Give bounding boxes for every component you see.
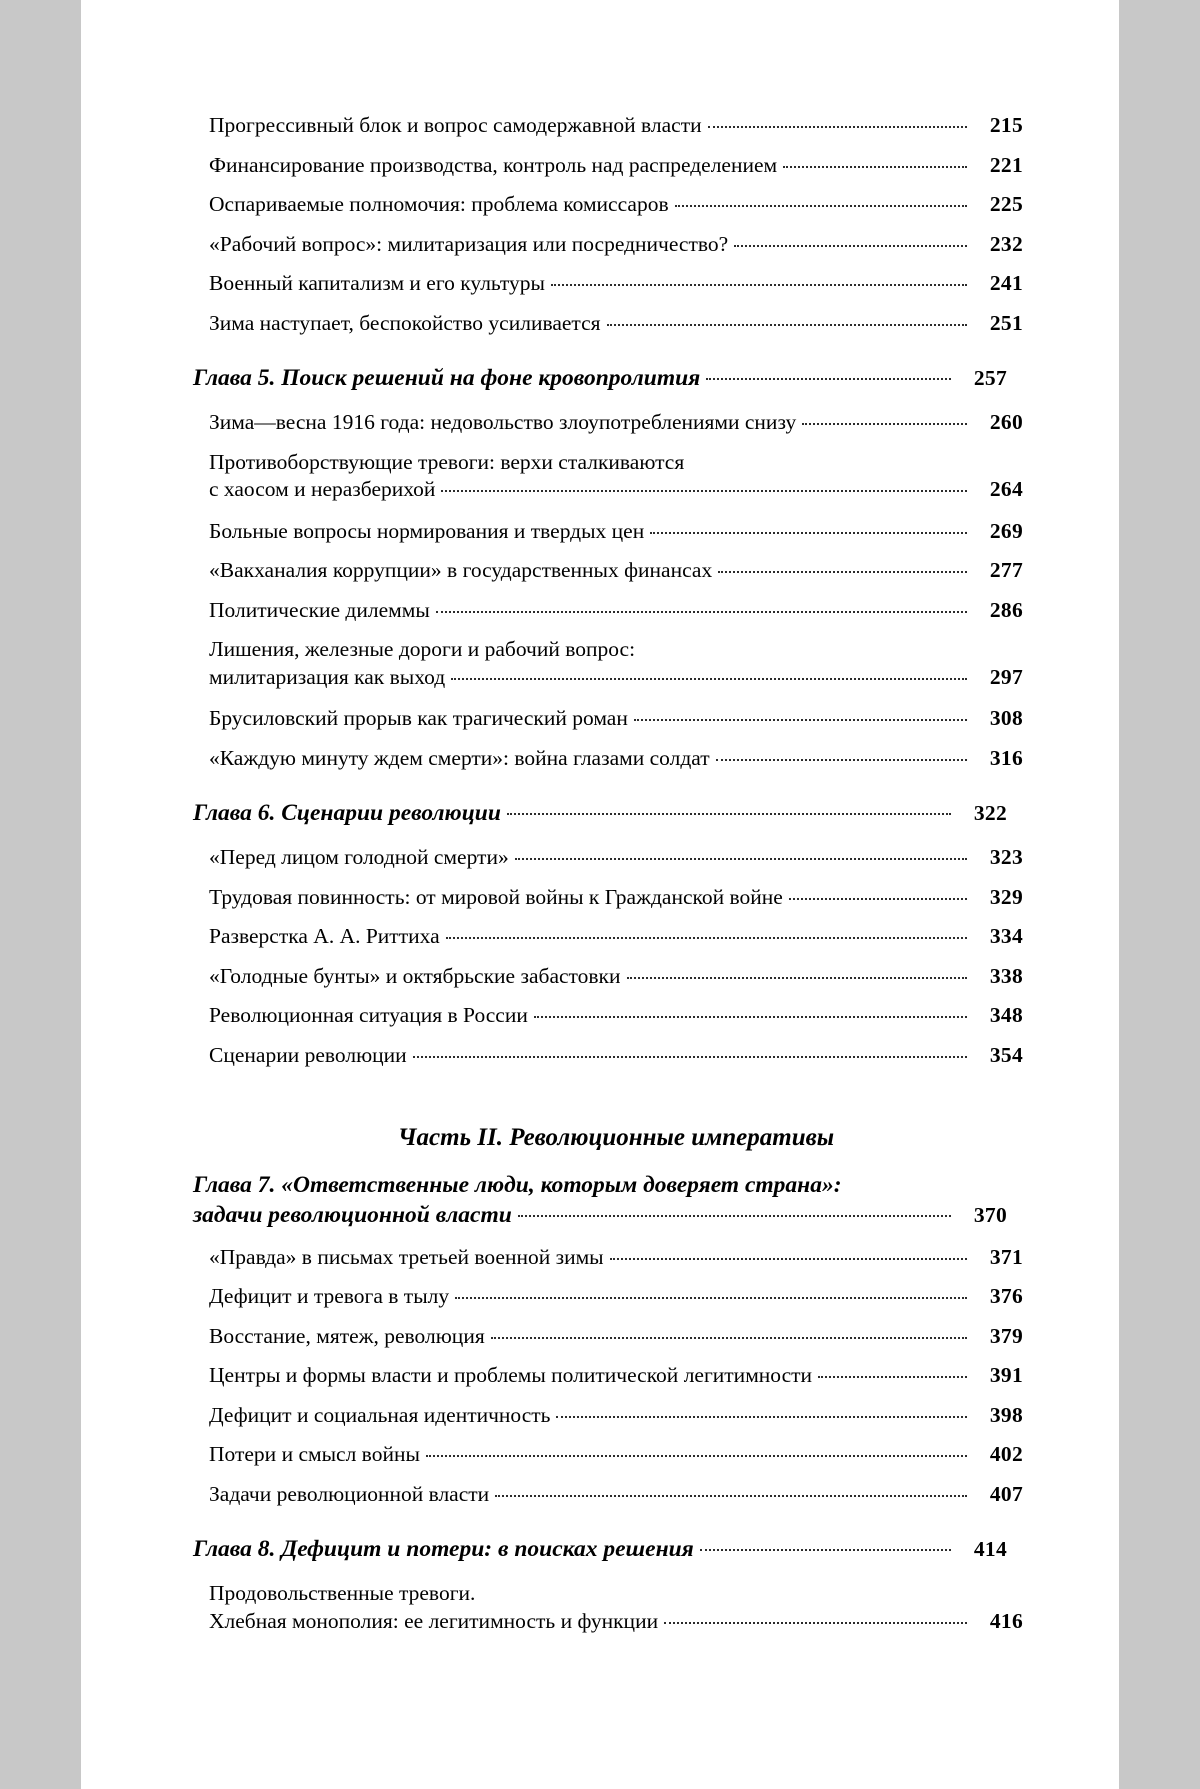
toc-entry-title: Центры и формы власти и проблемы политической легитимности <box>209 1363 813 1388</box>
toc-chapter-5[interactable] <box>193 363 1007 393</box>
toc-entry[interactable] <box>209 745 1023 773</box>
toc-entry-title-line2: милитаризация как выход <box>209 664 446 689</box>
leader-dots <box>451 678 967 680</box>
toc-entry-title: Революционная ситуация в России <box>209 1003 528 1028</box>
toc-entry-title: Финансирование производства, контроль над распределением <box>209 152 778 177</box>
toc-entry-page: 398 <box>989 1402 1023 1427</box>
toc-entry-title: Военный капитализм и его культуры <box>209 271 545 296</box>
toc-entry-title: Потери и смысл войны <box>209 1442 420 1467</box>
toc-chapter-6[interactable] <box>193 798 1007 828</box>
toc-entry[interactable] <box>209 1244 1023 1272</box>
toc-entry-page: 264 <box>989 477 1023 502</box>
toc-entry-title: «Голодные бунты» и октябрьские забастовки <box>209 963 621 988</box>
toc-entry[interactable] <box>209 112 1023 140</box>
toc-entry-title: Трудовая повинность: от мировой войны к Гражданской войне <box>209 884 783 909</box>
toc-entry-page: 402 <box>989 1442 1023 1467</box>
leader-dots <box>700 1549 951 1551</box>
toc-chapter-page: 414 <box>973 1537 1007 1562</box>
leader-dots <box>610 1258 967 1260</box>
toc-entry-page: 376 <box>989 1284 1023 1309</box>
leader-dots <box>491 1337 967 1339</box>
toc-entry-title: Оспариваемые полномочия: проблема комиссаров <box>209 192 669 217</box>
leader-dots <box>675 205 967 207</box>
toc-entry[interactable] <box>209 310 1023 338</box>
leader-dots <box>716 759 967 761</box>
toc-entry-title: Брусиловский прорыв как трагический роман <box>209 706 628 731</box>
toc-entry-title: Зима—весна 1916 года: недовольство злоупотреблениями снизу <box>209 410 797 435</box>
leader-dots <box>783 166 967 168</box>
toc-entry[interactable] <box>209 705 1023 733</box>
toc-entry-page: 334 <box>989 924 1023 949</box>
toc-entry-page: 286 <box>989 597 1023 622</box>
toc-entry[interactable] <box>209 1042 1023 1070</box>
leader-dots <box>518 1215 951 1217</box>
toc-entry[interactable] <box>209 449 1023 504</box>
toc-entry-page: 329 <box>989 884 1023 909</box>
leader-dots <box>551 284 967 286</box>
leader-dots <box>556 1416 967 1418</box>
toc-chapter-page: 370 <box>973 1202 1007 1227</box>
toc-entry-title-line1: Продовольственные тревоги. <box>209 1581 476 1606</box>
toc-entry[interactable] <box>209 884 1023 912</box>
toc-entry-page: 323 <box>989 845 1023 870</box>
leader-dots <box>455 1297 967 1299</box>
toc-entry[interactable] <box>209 1402 1023 1430</box>
toc-entry-page: 297 <box>989 664 1023 689</box>
toc-entry-title: Прогрессивный блок и вопрос самодержавной власти <box>209 113 702 137</box>
toc-entry[interactable] <box>209 636 1023 691</box>
toc-chapter-title-line2: задачи революционной власти <box>193 1201 512 1228</box>
leader-dots <box>534 1016 967 1018</box>
toc-entry-page: 232 <box>989 231 1023 256</box>
toc-entry[interactable] <box>209 1002 1023 1030</box>
toc-entry[interactable] <box>209 152 1023 180</box>
toc-entry-page: 215 <box>989 113 1023 137</box>
toc-entry-page: 225 <box>989 192 1023 217</box>
toc-page <box>81 0 1119 1789</box>
toc-entry-page: 241 <box>989 271 1023 296</box>
leader-dots <box>446 937 967 939</box>
toc-entry[interactable] <box>209 191 1023 219</box>
toc-entry-title: Восстание, мятеж, революция <box>209 1323 485 1348</box>
leader-dots <box>664 1622 967 1624</box>
toc-entry[interactable] <box>209 1481 1023 1509</box>
toc-entry-page: 379 <box>989 1323 1023 1348</box>
toc-entry-title: Дефицит и тревога в тылу <box>209 1284 450 1309</box>
toc-entry[interactable] <box>209 1283 1023 1311</box>
leader-dots <box>627 977 968 979</box>
leader-dots <box>436 611 967 613</box>
leader-dots <box>708 126 967 128</box>
toc-entry-title: «Перед лицом голодной смерти» <box>209 845 509 870</box>
toc-entry-title: Разверстка А. А. Риттиха <box>209 924 440 949</box>
leader-dots <box>650 532 967 534</box>
leader-dots <box>413 1056 967 1058</box>
toc-entry[interactable] <box>209 597 1023 625</box>
toc-entry[interactable] <box>209 1362 1023 1390</box>
toc-entry-title-line1: Противоборствующие тревоги: верхи сталкиваются <box>209 449 685 474</box>
toc-chapter-page: 322 <box>973 801 1007 826</box>
leader-dots <box>426 1455 967 1457</box>
toc-entry-title: Политические дилеммы <box>209 597 430 622</box>
toc-entry[interactable] <box>209 963 1023 991</box>
toc-entry-title: «Рабочий вопрос»: милитаризация или посредничество? <box>209 231 729 256</box>
toc-chapter-page: 257 <box>973 366 1007 391</box>
toc-entry-page: 391 <box>989 1363 1023 1388</box>
table-of-contents <box>193 112 1023 1635</box>
leader-dots <box>495 1495 967 1497</box>
toc-chapter-7[interactable] <box>193 1170 1007 1230</box>
toc-entry-page: 407 <box>989 1481 1023 1506</box>
toc-entry-page: 348 <box>989 1003 1023 1028</box>
leader-dots <box>734 245 967 247</box>
toc-entry-title-line2: с хаосом и неразберихой <box>209 477 436 502</box>
leader-dots <box>441 490 967 492</box>
toc-entry-title: Сценарии революции <box>209 1042 407 1067</box>
toc-entry-page: 251 <box>989 310 1023 335</box>
toc-entry-title: «Правда» в письмах третьей военной зимы <box>209 1244 604 1269</box>
toc-entry-page: 260 <box>989 410 1023 435</box>
toc-entry-title: «Вакханалия коррупции» в государственных финансах <box>209 558 713 583</box>
toc-entry-title-line2: Хлебная монополия: ее легитимность и функции <box>209 1608 659 1633</box>
toc-entry[interactable] <box>209 1580 1023 1635</box>
toc-entry[interactable] <box>209 923 1023 951</box>
toc-entry[interactable] <box>209 231 1023 259</box>
leader-dots <box>718 571 967 573</box>
toc-chapter-title-line1: Глава 7. «Ответственные люди, которым доверяет страна»: <box>193 1171 842 1198</box>
toc-entry-title: Больные вопросы нормирования и твердых цен <box>209 518 645 543</box>
toc-chapter-8[interactable] <box>193 1534 1007 1564</box>
toc-chapter-title: Глава 8. Дефицит и потери: в поисках решения <box>193 1536 694 1563</box>
leader-dots <box>515 858 967 860</box>
toc-entry[interactable] <box>209 844 1023 872</box>
toc-chapter-title: Глава 6. Сценарии революции <box>193 800 501 827</box>
toc-entry-page: 371 <box>989 1244 1023 1269</box>
leader-dots <box>706 378 951 380</box>
toc-entry[interactable] <box>209 270 1023 298</box>
leader-dots <box>634 719 967 721</box>
toc-entry-page: 316 <box>989 745 1023 770</box>
toc-entry-page: 277 <box>989 558 1023 583</box>
toc-entry-title: Зима наступает, беспокойство усиливается <box>209 310 601 335</box>
toc-entry-page: 308 <box>989 706 1023 731</box>
toc-entry-title: Задачи революционной власти <box>209 1481 490 1506</box>
toc-entry-page: 221 <box>989 152 1023 177</box>
toc-entry[interactable] <box>209 1323 1023 1351</box>
leader-dots <box>607 324 967 326</box>
toc-entry-page: 354 <box>989 1042 1023 1067</box>
leader-dots <box>818 1376 967 1378</box>
toc-entry-title: «Каждую минуту ждем смерти»: война глазами солдат <box>209 745 710 770</box>
toc-chapter-title: Глава 5. Поиск решений на фоне кровопролития <box>193 365 701 392</box>
toc-entry[interactable] <box>209 409 1023 437</box>
toc-entry-page: 269 <box>989 518 1023 543</box>
toc-entry[interactable] <box>209 1441 1023 1469</box>
part-heading: Часть II. Революционные императивы <box>397 1123 835 1151</box>
leader-dots <box>802 423 967 425</box>
toc-entry-page: 416 <box>989 1608 1023 1633</box>
toc-entry-title-line1: Лишения, железные дороги и рабочий вопрос: <box>209 637 636 662</box>
leader-dots <box>507 813 951 815</box>
toc-entry-page: 338 <box>989 963 1023 988</box>
leader-dots <box>789 898 967 900</box>
toc-entry-title: Дефицит и социальная идентичность <box>209 1402 551 1427</box>
toc-entry[interactable] <box>209 518 1023 546</box>
toc-entry[interactable] <box>209 557 1023 585</box>
